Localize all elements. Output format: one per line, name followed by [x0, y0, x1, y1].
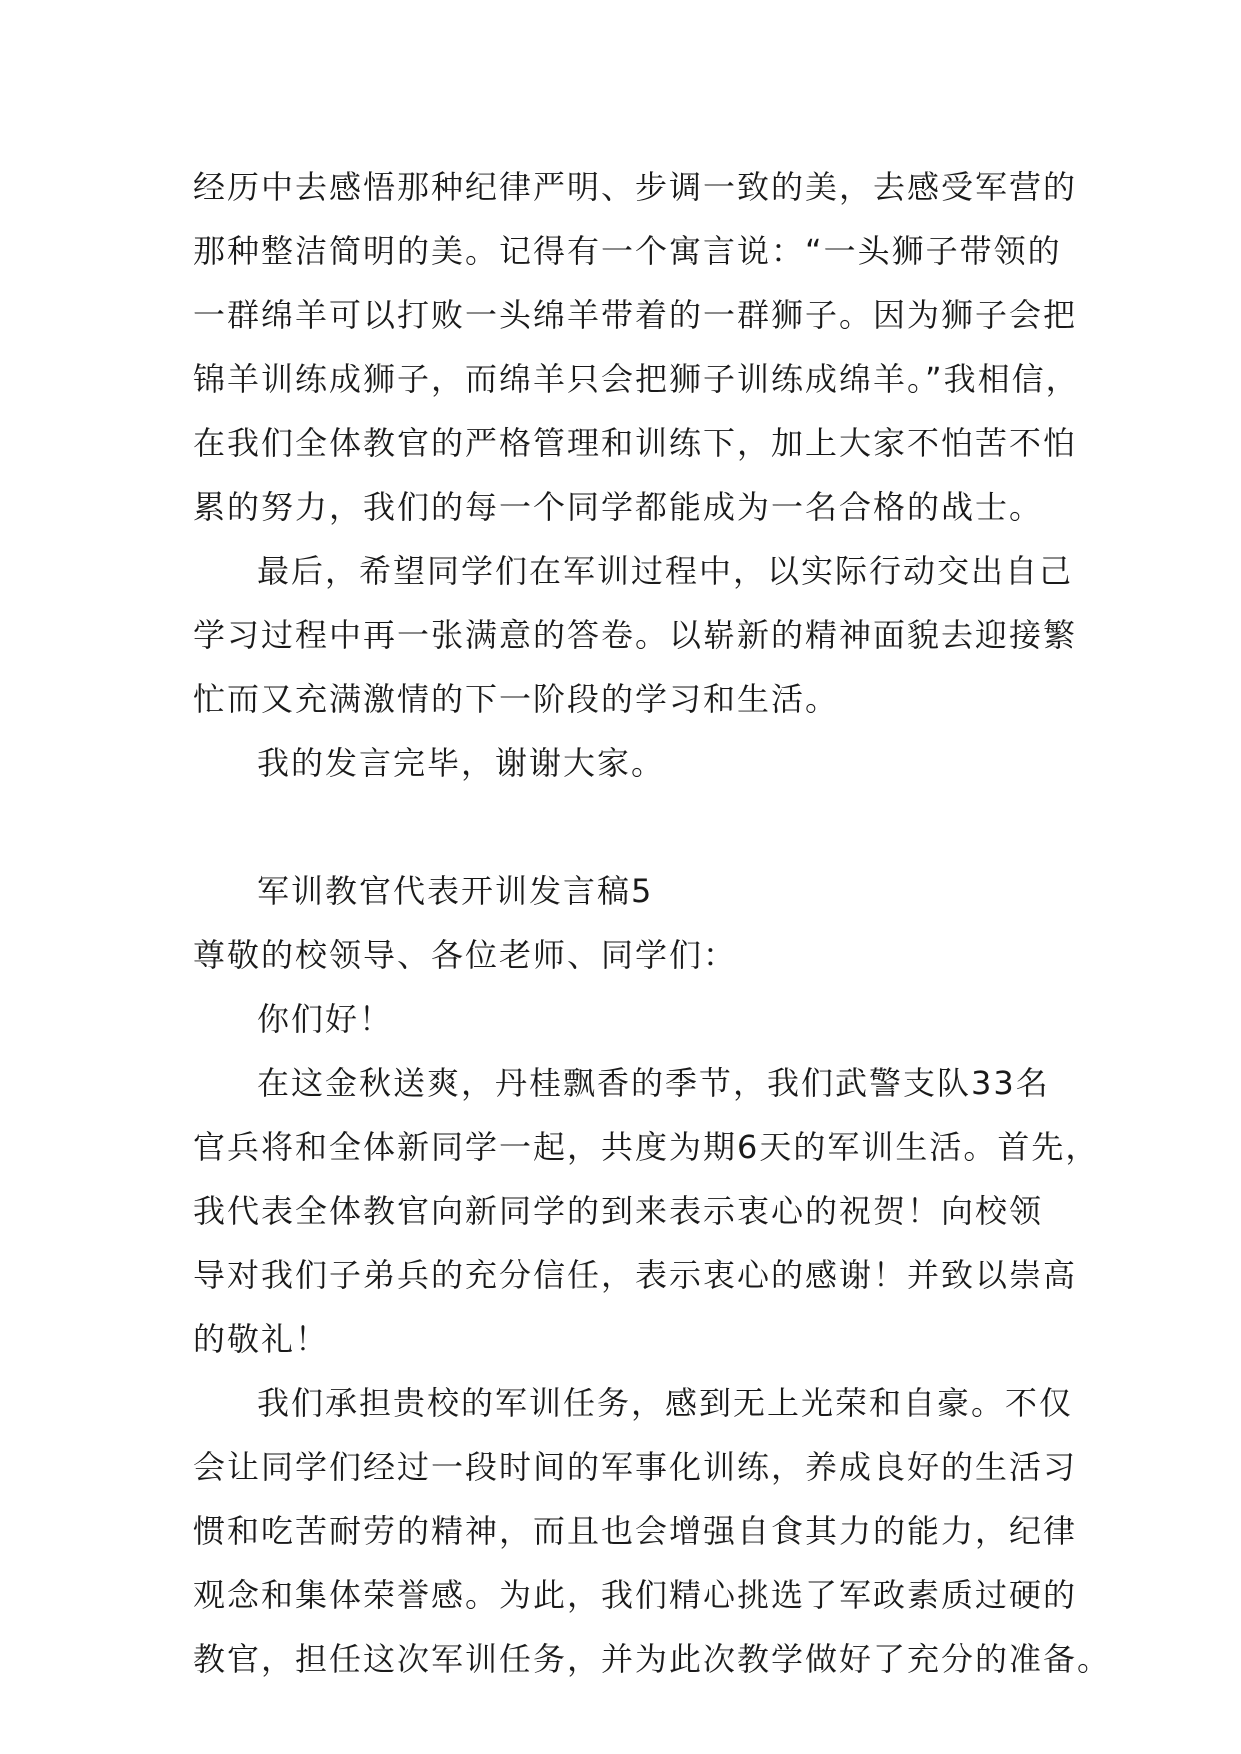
- paragraph-line: 最后，希望同学们在军训过程中，以实际行动交出自己: [257, 552, 1074, 590]
- section-heading: 军训教官代表开训发言稿5: [257, 872, 654, 910]
- paragraph-line: 会让同学们经过一段时间的军事化训练，养成良好的生活习: [193, 1448, 1078, 1486]
- greeting: 你们好！: [257, 1000, 394, 1038]
- paragraph-line: 在我们全体教官的严格管理和训练下，加上大家不怕苦不怕: [193, 424, 1078, 462]
- paragraph-line: 教官，担任这次军训任务，并为此次教学做好了充分的准备。: [193, 1640, 1112, 1678]
- paragraph-line: 那种整洁简明的美。记得有一个寓言说：“一头狮子带领的: [193, 232, 1062, 270]
- salutation: 尊敬的校领导、各位老师、同学们：: [193, 936, 738, 974]
- paragraph-line: 官兵将和全体新同学一起，共度为期6天的军训生活。首先，: [193, 1128, 1100, 1166]
- paragraph-line: 的敬礼！: [193, 1320, 330, 1358]
- paragraph-line: 经历中去感悟那种纪律严明、步调一致的美，去感受军营的: [193, 168, 1078, 206]
- paragraph-line: 我的发言完毕，谢谢大家。: [257, 744, 666, 782]
- paragraph-line: 我代表全体教官向新同学的到来表示衷心的祝贺！向校领: [193, 1192, 1044, 1230]
- paragraph-line: 我们承担贵校的军训任务，感到无上光荣和自豪。不仅: [257, 1384, 1074, 1422]
- paragraph-line: 累的努力，我们的每一个同学都能成为一名合格的战士。: [193, 488, 1044, 526]
- paragraph-line: 在这金秋送爽，丹桂飘香的季节，我们武警支队33名: [257, 1064, 1050, 1102]
- paragraph-line: 惯和吃苦耐劳的精神，而且也会增强自食其力的能力，纪律: [193, 1512, 1078, 1550]
- paragraph-line: 忙而又充满激情的下一阶段的学习和生活。: [193, 680, 840, 718]
- paragraph-line: 学习过程中再一张满意的答卷。以崭新的精神面貌去迎接繁: [193, 616, 1078, 654]
- paragraph-line: 锦羊训练成狮子，而绵羊只会把狮子训练成绵羊。”我相信，: [193, 360, 1080, 398]
- paragraph-line: 导对我们子弟兵的充分信任，表示衷心的感谢！并致以崇高: [193, 1256, 1078, 1294]
- paragraph-line: 一群绵羊可以打败一头绵羊带着的一群狮子。因为狮子会把: [193, 296, 1078, 334]
- paragraph-line: 观念和集体荣誉感。为此，我们精心挑选了军政素质过硬的: [193, 1576, 1078, 1614]
